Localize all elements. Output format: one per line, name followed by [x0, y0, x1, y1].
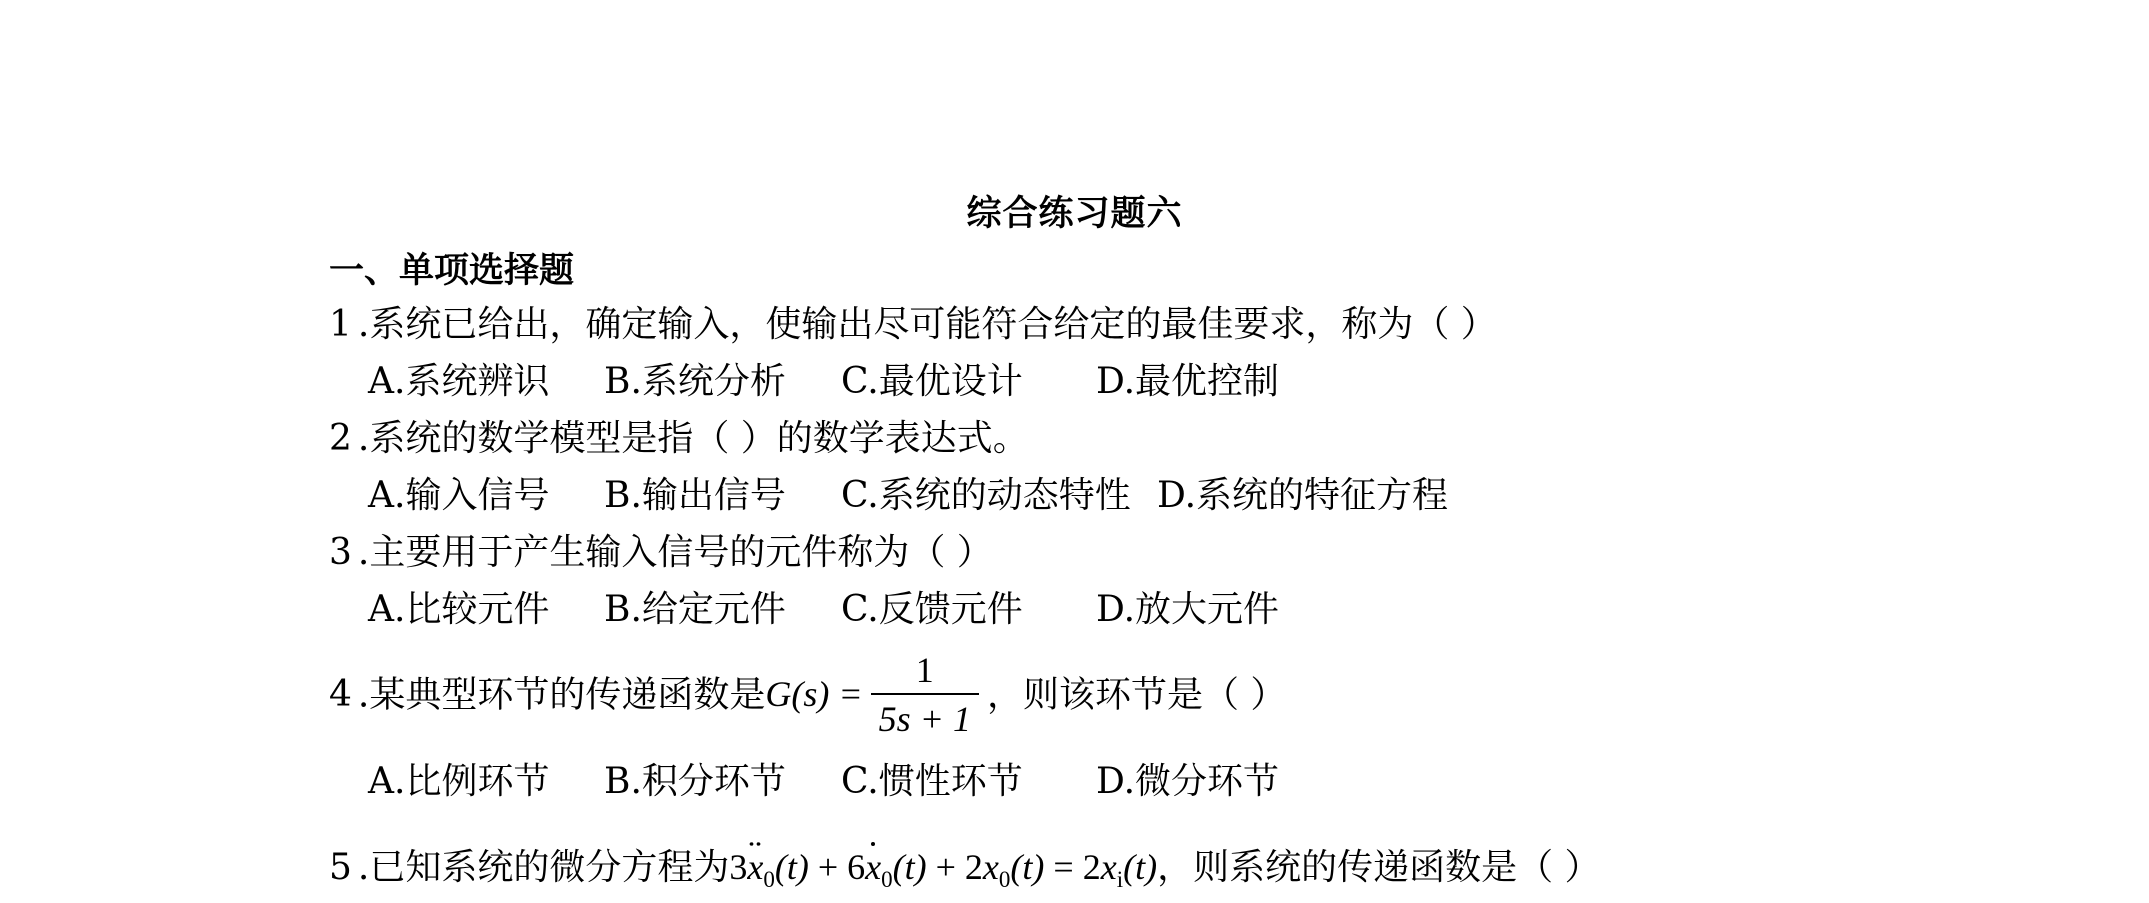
coefficient-2: + 6 [817, 847, 866, 887]
formula-numerator: 1 [871, 647, 979, 695]
option-c: C.最优设计 [841, 361, 1023, 402]
formula-fraction [871, 647, 979, 743]
option-c: C.系统的动态特性 [841, 475, 1131, 516]
question-text: .系统的数学模型是指（ ）的数学表达式。 [357, 418, 1029, 459]
argument-t: (t) [774, 847, 809, 887]
argument-t: (t) [892, 847, 927, 887]
option-b: B.系统分析 [604, 361, 786, 402]
question-5 [329, 844, 1601, 903]
question-text: .某典型环节的传递函数是 [357, 674, 766, 716]
question-text: .已知系统的微分方程为 [357, 847, 730, 888]
question-number: 4 [329, 674, 352, 716]
differential-equation-formula [729, 847, 1158, 893]
option-a: A.比较元件 [368, 589, 550, 630]
question-number: 1 [329, 304, 352, 345]
question-number: 3 [329, 532, 352, 573]
subscript-in: i [1116, 867, 1124, 893]
document-title: 综合练习题六 [966, 193, 1183, 234]
coefficient-1: 3 [729, 847, 748, 887]
argument-t: (t) [1010, 847, 1045, 887]
formula-denominator: 5s + 1 [878, 699, 971, 739]
option-a: A.输入信号 [368, 475, 550, 516]
x-variable: x [982, 847, 999, 887]
subscript-out: 0 [881, 867, 893, 893]
subscript-out: 0 [763, 867, 775, 893]
x-double-dot: x [747, 844, 763, 890]
question-1 [329, 302, 1497, 348]
question-text: .主要用于产生输入信号的元件称为（ ） [357, 532, 993, 573]
formula-lhs: G(s) = [765, 674, 863, 715]
question-2 [329, 416, 1029, 462]
question-text: .系统已给出，确定输入，使输出尽可能符合给定的最佳要求，称为（ ） [357, 304, 1497, 345]
question-3 [329, 530, 993, 576]
option-a: A.比例环节 [368, 761, 550, 802]
transfer-function-formula [765, 650, 987, 739]
question-text-after: ，则系统的传递函数是（ ） [1157, 847, 1601, 888]
option-d: D.放大元件 [1096, 589, 1280, 630]
question-number: 5 [329, 847, 352, 888]
coefficient-3: + 2 [935, 847, 983, 887]
x-dot: x [865, 844, 881, 890]
question-text-after: ，则该环节是（ ） [986, 674, 1287, 716]
option-c: C.反馈元件 [841, 589, 1023, 630]
option-d: D.系统的特征方程 [1157, 475, 1449, 516]
question-4 [329, 650, 1286, 746]
option-d: D.最优控制 [1096, 361, 1280, 402]
section-heading: 一、单项选择题 [329, 250, 575, 291]
option-a: A.系统辨识 [368, 361, 550, 402]
equation-rhs: = 2 [1053, 847, 1101, 887]
option-b: B.给定元件 [604, 589, 786, 630]
argument-t: (t) [1123, 847, 1158, 887]
question-number: 2 [329, 418, 352, 459]
option-b: B.积分环节 [604, 761, 786, 802]
option-d: D.微分环节 [1096, 761, 1280, 802]
option-c: C.惯性环节 [841, 761, 1023, 802]
x-variable: x [1100, 847, 1117, 887]
subscript-out: 0 [998, 867, 1011, 893]
option-b: B.输出信号 [604, 475, 786, 516]
